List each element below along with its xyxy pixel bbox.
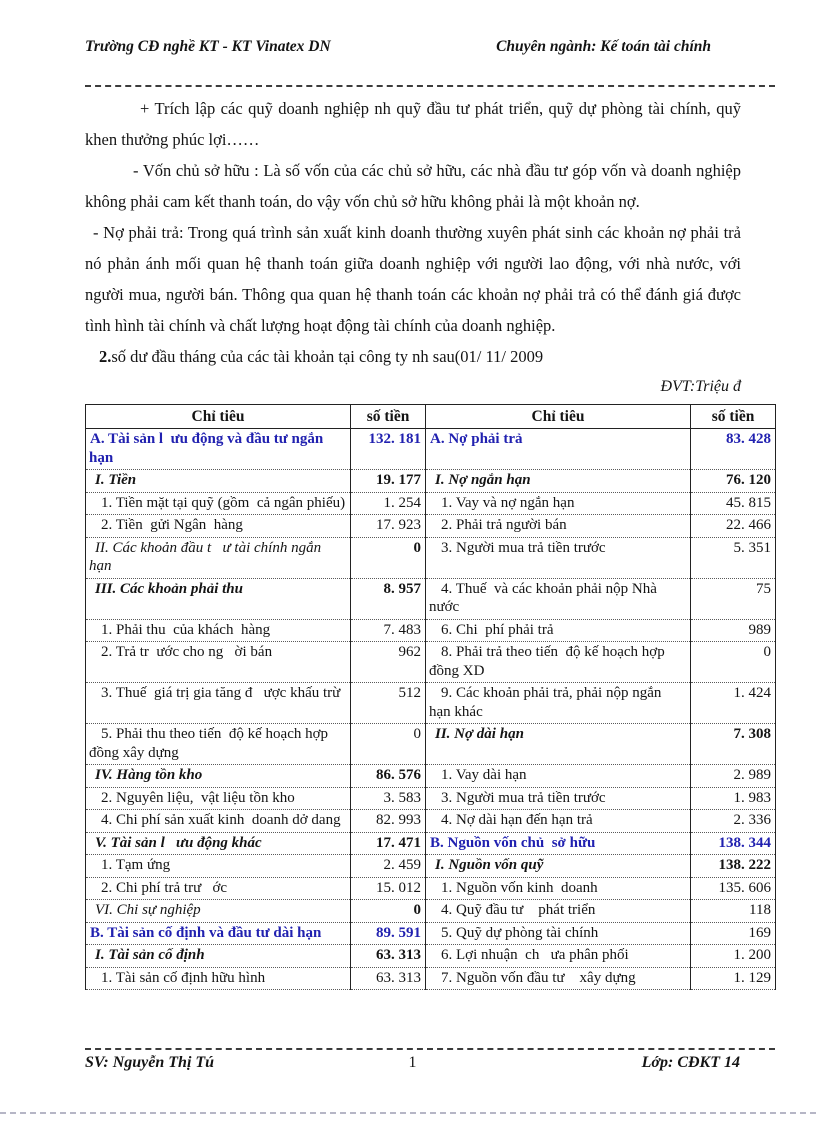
row-label-left: 5. Phải thu theo tiến độ kế hoạch hợp đồng xây dựng [86,724,351,765]
table-row [86,945,776,968]
row-value-right: 75 [691,578,776,619]
row-label-left: II. Các khoản đầu t ư tài chính ngắn hạn [86,537,351,578]
row-label-right: 3. Người mua trả tiền trước [426,537,691,578]
bottom-separator [0,1112,816,1114]
row-value-left: 0 [351,724,426,765]
row-value-left: 17. 923 [351,515,426,538]
row-label-left: 2. Tiền gửi Ngân hàng [86,515,351,538]
row-value-right: 135. 606 [691,877,776,900]
table-row [86,724,776,765]
table-row [86,877,776,900]
class-name: Lớp: CĐKT 14 [641,1054,740,1071]
row-label-right: 3. Người mua trả tiền trước [426,787,691,810]
section-title: số dư đầu tháng của các tài khoản tại công ty nh sau(01/ 11/ 2009 [111,347,544,366]
doc-header [85,36,775,87]
row-value-right: 1. 200 [691,945,776,968]
row-value-left: 63. 313 [351,967,426,990]
unit-note: ĐVT:Triệu đ [660,378,741,395]
table-row [86,429,776,470]
row-label-left: I. Tiền [86,470,351,493]
row-label-right: II. Nợ dài hạn [426,724,691,765]
row-value-right: 989 [691,619,776,642]
table-row [86,683,776,724]
row-label-right: 8. Phải trả theo tiến độ kế hoạch hợp đồng XD [426,642,691,683]
row-label-left: 1. Phải thu của khách hàng [86,619,351,642]
table-row [86,832,776,855]
row-value-right: 169 [691,922,776,945]
row-value-left: 82. 993 [351,810,426,833]
body-text [85,93,741,401]
row-value-right: 45. 815 [691,492,776,515]
table-row [86,642,776,683]
row-label-right: 4. Thuế và các khoản phải nộp Nhà nước [426,578,691,619]
column-header-amount-right: số tiền [691,405,776,429]
table-header-row [86,405,776,429]
student-name: SV: Nguyễn Thị Tú [85,1054,215,1071]
section-heading [85,341,741,372]
balance-table [85,404,776,990]
doc-footer [85,1048,775,1072]
row-label-left: 3. Thuế giá trị gia tăng đ ược khấu trừ [86,683,351,724]
row-label-left: 2. Trả tr ước cho ng ời bán [86,642,351,683]
table-row [86,855,776,878]
row-label-right: 5. Quỹ dự phòng tài chính [426,922,691,945]
row-label-left: A. Tài sản l ưu động và đầu tư ngắn hạn [86,429,351,470]
table-row [86,810,776,833]
row-value-right: 76. 120 [691,470,776,493]
row-label-right: I. Nguồn vốn quỹ [426,855,691,878]
column-header-amount-left: số tiền [351,405,426,429]
row-value-left: 8. 957 [351,578,426,619]
row-label-right: 1. Vay dài hạn [426,765,691,788]
row-label-right: 1. Nguồn vốn kinh doanh [426,877,691,900]
row-value-left: 0 [351,537,426,578]
row-value-right: 1. 424 [691,683,776,724]
table-row [86,492,776,515]
section-number: 2. [99,347,112,366]
row-value-left: 19. 177 [351,470,426,493]
column-header-criteria-right: Chỉ tiêu [426,405,691,429]
table-row [86,537,776,578]
row-label-left: III. Các khoản phải thu [86,578,351,619]
row-value-left: 86. 576 [351,765,426,788]
table-row [86,578,776,619]
table-row [86,619,776,642]
row-value-right: 83. 428 [691,429,776,470]
row-label-right: 1. Vay và nợ ngắn hạn [426,492,691,515]
row-label-right: 9. Các khoản phải trả, phải nộp ngắn hạn khác [426,683,691,724]
paragraph-liabilities: - Nợ phải trả: Trong quá trình sản xuất kinh doanh thường xuyên phát sinh các khoản nợ phải trả nó phản ánh mối quan hệ thanh toán giữa doanh nghiệp với người lao động, với nhà nước, với người mua, người bán. Thông qua quan hệ thanh toán các khoản nợ phải trả có thể đánh giá được tình hình tài chính và chất lượng hoạt động tài chính của doanh nghiệp. [85,223,741,335]
table-row [86,900,776,923]
row-value-left: 17. 471 [351,832,426,855]
table-row [86,787,776,810]
row-value-right: 2. 336 [691,810,776,833]
row-value-left: 89. 591 [351,922,426,945]
row-value-right: 118 [691,900,776,923]
row-value-left: 512 [351,683,426,724]
table-row [86,967,776,990]
row-label-left: I. Tài sản cố định [86,945,351,968]
row-label-right: 4. Quỹ đầu tư phát triển [426,900,691,923]
row-value-right: 2. 989 [691,765,776,788]
row-value-right: 138. 222 [691,855,776,878]
row-label-left: 2. Chi phí trả trư ớc [86,877,351,900]
table-row [86,470,776,493]
row-value-right: 5. 351 [691,537,776,578]
row-label-right: 6. Chi phí phải trả [426,619,691,642]
row-value-right: 7. 308 [691,724,776,765]
row-value-left: 132. 181 [351,429,426,470]
row-value-right: 1. 129 [691,967,776,990]
row-label-right: 7. Nguồn vốn đầu tư xây dựng [426,967,691,990]
row-label-left: IV. Hàng tồn kho [86,765,351,788]
paragraph-fund-allocation: + Trích lập các quỹ doanh nghiệp nh quỹ đầu tư phát triển, quỹ dự phòng tài chính, quỹ khen thưởng phúc lợi…… [85,99,741,149]
row-value-right: 138. 344 [691,832,776,855]
row-value-left: 63. 313 [351,945,426,968]
row-label-right: A. Nợ phải trả [426,429,691,470]
row-label-left: V. Tài sản l ưu động khác [86,832,351,855]
row-label-left: 2. Nguyên liệu, vật liệu tồn kho [86,787,351,810]
row-value-left: 15. 012 [351,877,426,900]
row-label-right: I. Nợ ngắn hạn [426,470,691,493]
row-label-right: 2. Phải trả người bán [426,515,691,538]
row-label-left: B. Tài sản cố định và đầu tư dài hạn [86,922,351,945]
row-label-left: 1. Tài sản cố định hữu hình [86,967,351,990]
row-value-right: 0 [691,642,776,683]
table-row [86,765,776,788]
row-label-left: 4. Chi phí sản xuất kinh doanh dở dang [86,810,351,833]
row-label-right: B. Nguồn vốn chủ sở hữu [426,832,691,855]
row-value-left: 7. 483 [351,619,426,642]
row-label-left: 1. Tạm ứng [86,855,351,878]
specialization: Chuyên ngành: Kế toán tài chính [496,38,711,55]
table-row [86,922,776,945]
row-value-left: 1. 254 [351,492,426,515]
row-label-right: 4. Nợ dài hạn đến hạn trả [426,810,691,833]
row-value-right: 1. 983 [691,787,776,810]
row-label-left: VI. Chi sự nghiệp [86,900,351,923]
page-content [85,36,775,990]
row-label-right: 6. Lợi nhuận ch ưa phân phối [426,945,691,968]
row-value-right: 22. 466 [691,515,776,538]
table-row [86,515,776,538]
university-name: Trường CĐ nghề KT - KT Vinatex DN [85,38,331,55]
column-header-criteria-left: Chỉ tiêu [86,405,351,429]
row-value-left: 962 [351,642,426,683]
row-value-left: 3. 583 [351,787,426,810]
row-value-left: 0 [351,900,426,923]
row-label-left: 1. Tiền mặt tại quỹ (gồm cả ngân phiếu) [86,492,351,515]
row-value-left: 2. 459 [351,855,426,878]
balance-table-body [86,429,776,990]
page-number: 1 [408,1054,417,1071]
paragraph-equity: - Vốn chủ sở hữu : Là số vốn của các chủ sở hữu, các nhà đầu tư góp vốn và doanh nghiệp không phải cam kết thanh toán, do vậy vốn chủ sở hữu không phải là một khoản nợ. [85,161,741,211]
